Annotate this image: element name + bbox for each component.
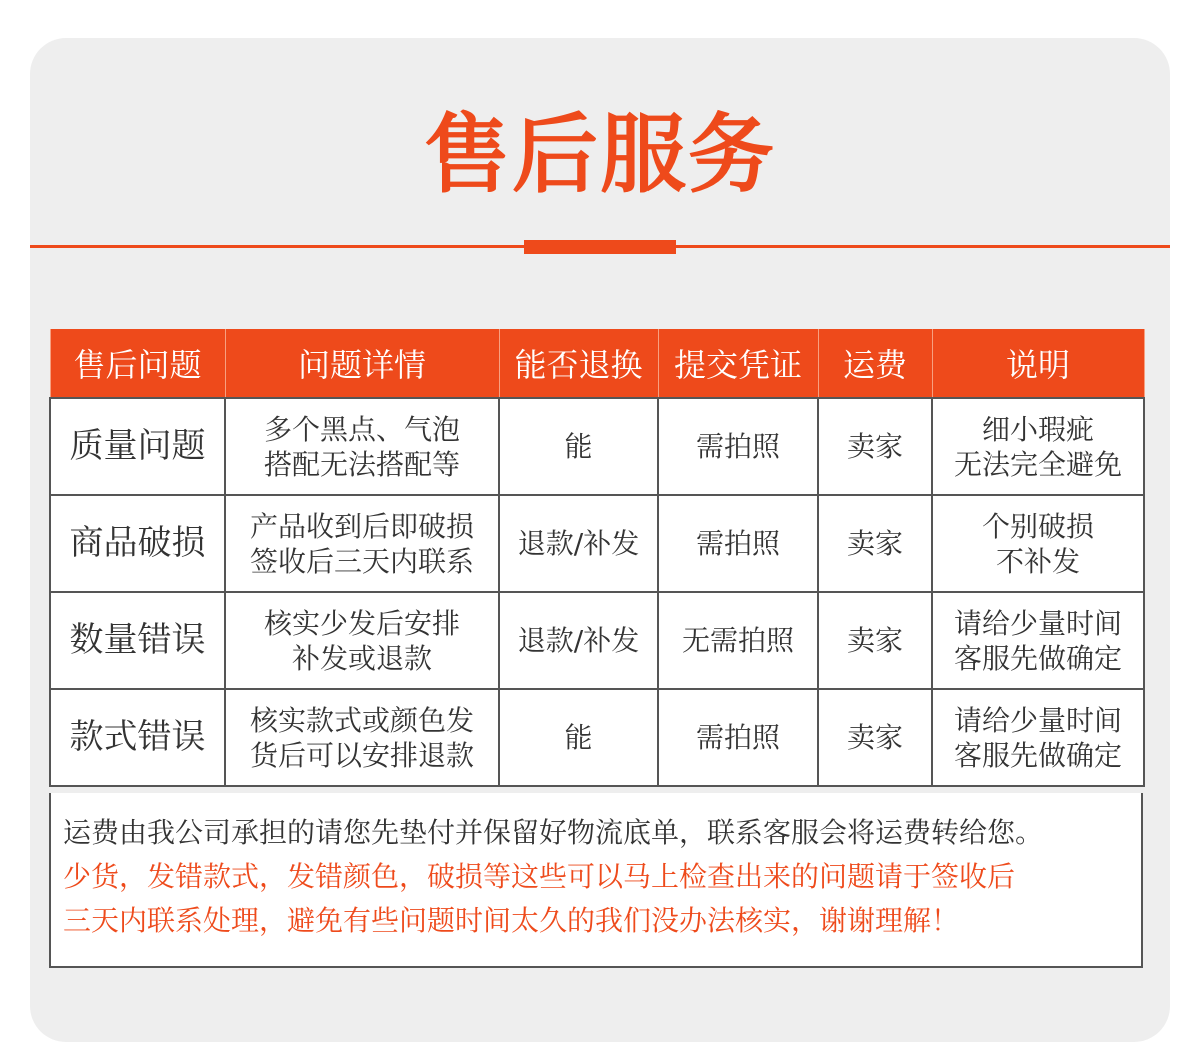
after-sales-table xyxy=(49,329,1145,787)
header-shipping: 运费 xyxy=(818,329,932,398)
detail-cell xyxy=(225,592,499,689)
shipping-cell: 卖家 xyxy=(818,592,932,689)
header-proof: 提交凭证 xyxy=(658,329,818,398)
table-header-row xyxy=(50,329,1144,398)
header-issue: 售后问题 xyxy=(50,329,225,398)
header-note: 说明 xyxy=(932,329,1144,398)
shipping-cell: 卖家 xyxy=(818,495,932,592)
header-detail: 问题详情 xyxy=(225,329,499,398)
note-line: 无法完全避免 xyxy=(953,447,1122,481)
proof-cell: 无需拍照 xyxy=(658,592,818,689)
detail-line: 产品收到后即破损 xyxy=(249,509,474,543)
issue-cell: 款式错误 xyxy=(50,689,225,786)
notes-line-1: 运费由我公司承担的请您先垫付并保留好物流底单，联系客服会将运费转给您。 xyxy=(63,816,1044,849)
detail-line: 货后可以安排退款 xyxy=(249,738,474,772)
proof-cell: 需拍照 xyxy=(658,398,818,495)
note-line: 请给少量时间 xyxy=(953,606,1122,640)
note-line: 请给少量时间 xyxy=(953,703,1122,737)
proof-cell: 需拍照 xyxy=(658,689,818,786)
table-row xyxy=(50,495,1144,592)
title-divider-accent xyxy=(524,240,676,254)
note-line: 不补发 xyxy=(995,544,1080,578)
detail-line: 多个黑点、气泡 xyxy=(263,412,460,446)
detail-line: 签收后三天内联系 xyxy=(249,544,474,578)
header-returnable: 能否退换 xyxy=(499,329,658,398)
proof-cell: 需拍照 xyxy=(658,495,818,592)
detail-cell xyxy=(225,398,499,495)
issue-cell: 商品破损 xyxy=(50,495,225,592)
detail-line: 补发或退款 xyxy=(291,641,432,675)
table-row xyxy=(50,689,1144,786)
note-cell xyxy=(932,689,1144,786)
note-line: 客服先做确定 xyxy=(953,738,1122,772)
note-cell xyxy=(932,592,1144,689)
issue-cell: 数量错误 xyxy=(50,592,225,689)
returnable-cell: 能 xyxy=(499,398,658,495)
note-cell xyxy=(932,495,1144,592)
detail-line: 核实少发后安排 xyxy=(263,606,460,640)
page-title: 售后服务 xyxy=(424,105,776,205)
issue-cell: 质量问题 xyxy=(50,398,225,495)
returnable-cell: 能 xyxy=(499,689,658,786)
detail-cell xyxy=(225,495,499,592)
detail-line: 搭配无法搭配等 xyxy=(263,447,460,481)
returnable-cell: 退款/补发 xyxy=(499,495,658,592)
table-row xyxy=(50,592,1144,689)
note-line: 个别破损 xyxy=(981,509,1094,543)
note-line: 细小瑕疵 xyxy=(981,412,1094,446)
shipping-cell: 卖家 xyxy=(818,689,932,786)
note-cell xyxy=(932,398,1144,495)
table-row xyxy=(50,398,1144,495)
shipping-cell: 卖家 xyxy=(818,398,932,495)
returnable-cell: 退款/补发 xyxy=(499,592,658,689)
notes-line-3: 三天内联系处理，避免有些问题时间太久的我们没办法核实，谢谢理解！ xyxy=(63,904,960,937)
detail-line: 核实款式或颜色发 xyxy=(249,703,474,737)
notes-line-2: 少货，发错款式，发错颜色，破损等这些可以马上检查出来的问题请于签收后 xyxy=(63,860,1016,893)
note-line: 客服先做确定 xyxy=(953,641,1122,675)
shipping-notes xyxy=(49,793,1143,968)
detail-cell xyxy=(225,689,499,786)
